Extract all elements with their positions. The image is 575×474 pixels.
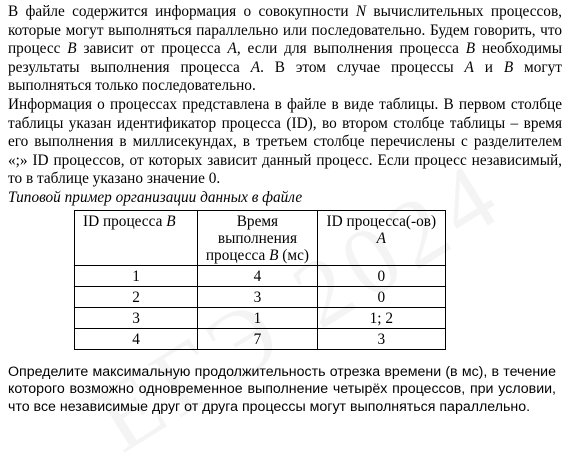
- var-b: B: [503, 58, 514, 76]
- text-run: В файле содержится информация о совокупности: [8, 3, 356, 20]
- cell-id: 4: [75, 328, 198, 349]
- var-b: B: [269, 246, 279, 264]
- cell-time: 3: [198, 286, 317, 307]
- header-id: [75, 210, 198, 265]
- cell-deps: 1; 2: [317, 307, 445, 328]
- cell-deps: 3: [317, 328, 445, 349]
- header-text: Время выполнения процесса: [205, 212, 297, 264]
- text-run: . В этом случае процессы: [260, 58, 465, 76]
- table-row: [75, 265, 446, 286]
- cell-deps: 0: [317, 265, 445, 286]
- table-caption: Типовой пример организации данных в файле: [8, 188, 303, 206]
- var-b: B: [465, 40, 476, 58]
- text-run: вычислительных процессов, которые могут выполняться параллельно или последовательно. Будем говорить, что процесс: [8, 3, 562, 58]
- task-document: [8, 3, 562, 416]
- text-run: необходимы результаты выполнения процесса: [8, 40, 562, 76]
- text-run: и: [473, 58, 504, 76]
- text-run: зависит от процесса: [76, 40, 228, 58]
- var-n: N: [355, 3, 367, 20]
- table-header-row: [75, 210, 446, 265]
- question-paragraph: Определите максимальную продолжительность отрезка времени (в мс), в течение которого возможно одновременное выполнение четырёх процессов, при условии, что все независимые друг от друга процессы могут выполняться параллельно.: [8, 363, 556, 415]
- var-a: A: [250, 58, 261, 76]
- cell-deps: 0: [317, 286, 445, 307]
- table-row: [75, 328, 446, 349]
- table-row: [75, 286, 446, 307]
- text-run: могут выполняться только последовательно.: [8, 58, 562, 95]
- cell-time: 1: [198, 307, 317, 328]
- cell-id: 2: [75, 286, 198, 307]
- header-time: [198, 210, 317, 265]
- cell-id: 3: [75, 307, 198, 328]
- table-row: [75, 307, 446, 328]
- process-table: [74, 210, 446, 350]
- header-deps: [317, 210, 445, 265]
- cell-id: 1: [75, 265, 198, 286]
- intro-paragraph-1: [8, 3, 562, 96]
- cell-time: 4: [198, 265, 317, 286]
- var-a: A: [464, 58, 474, 76]
- text-run: , если для выполнения процесса: [236, 40, 466, 58]
- intro-paragraph-2: Информация о процессах представлена в файле в виде таблицы. В первом столбце таблицы указан идентификатор процесса (ID), во втором столбце таблицы – время его выполнения в миллисекундах, в третьем столбце перечислены с разделителем «;» ID процессов, от которых зависит данный процесс. Если процесс независимый, то в таблице указано значение 0.: [8, 95, 562, 188]
- cell-time: 7: [198, 328, 317, 349]
- header-unit: (мс): [278, 246, 309, 264]
- var-b: B: [166, 212, 176, 230]
- var-a: A: [376, 229, 386, 247]
- table-container: [74, 210, 562, 350]
- header-text: ID процесса(-ов): [326, 212, 437, 230]
- header-text: ID процесса: [83, 212, 167, 230]
- var-a: A: [227, 40, 237, 58]
- var-b: B: [67, 40, 77, 58]
